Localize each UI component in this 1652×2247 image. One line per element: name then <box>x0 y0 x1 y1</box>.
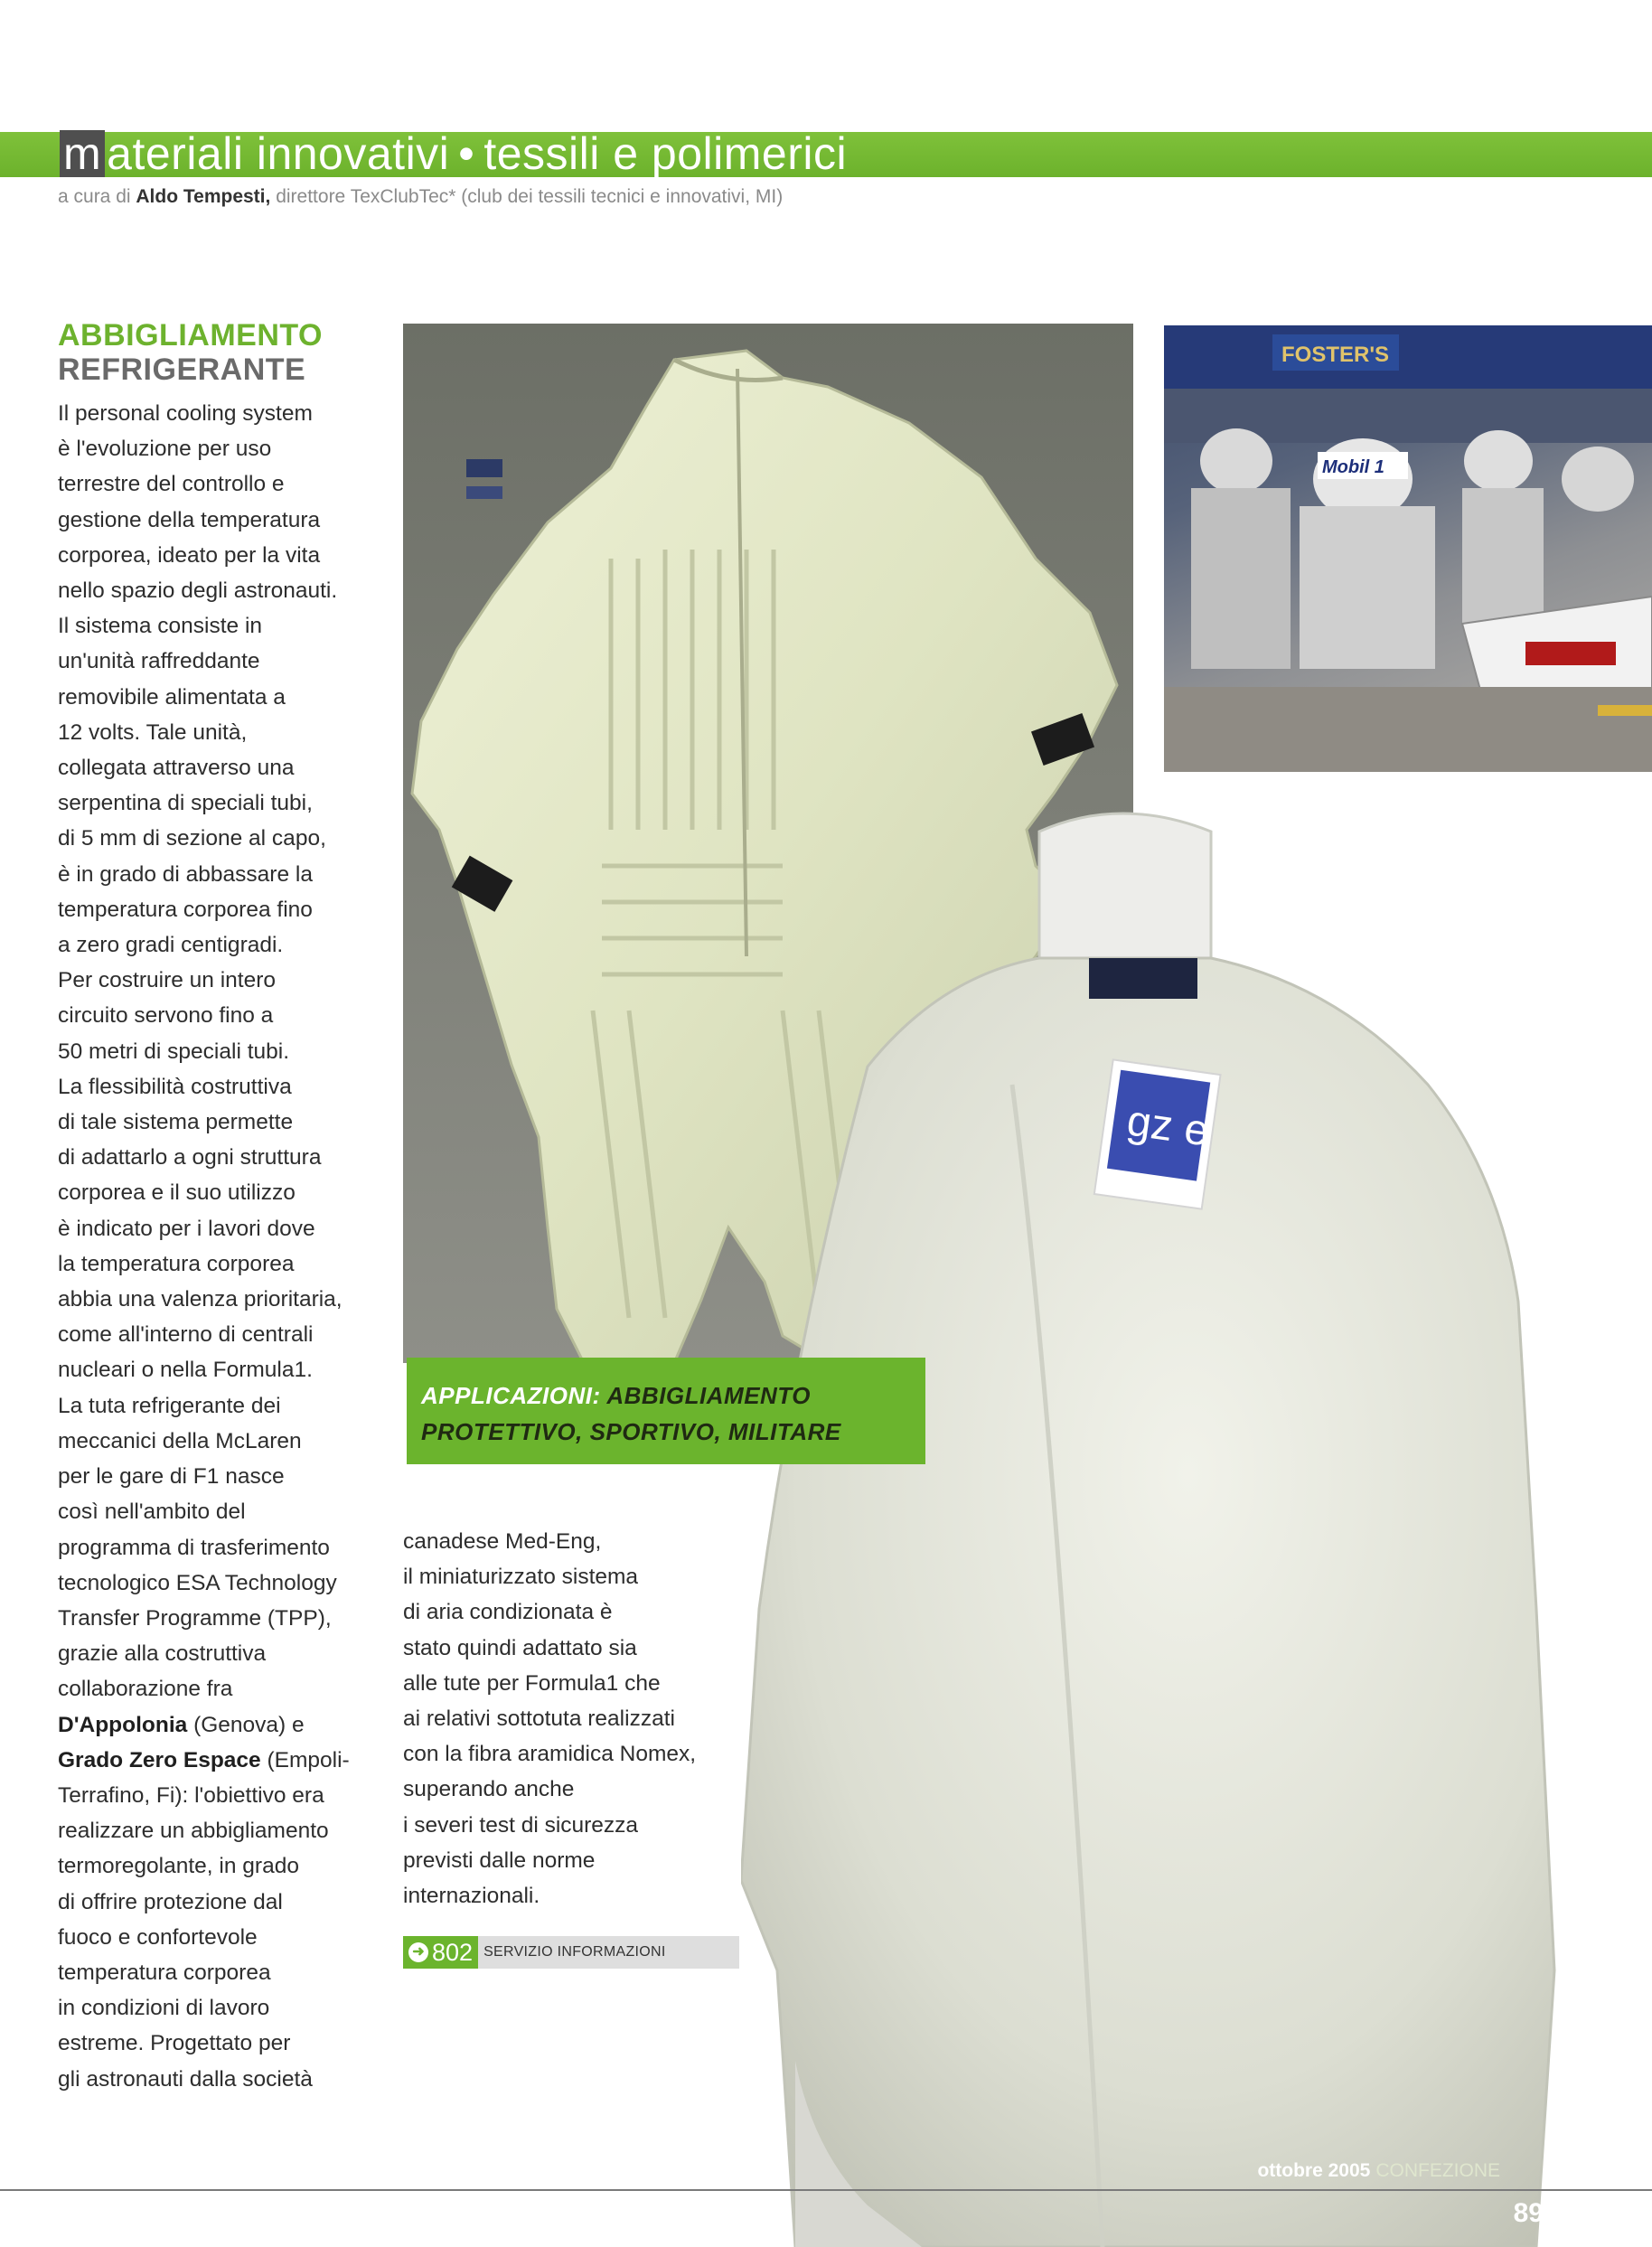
article-line: a zero gradi centigradi. <box>58 933 284 958</box>
article-line: corporea e il suo utilizzo <box>58 1180 296 1206</box>
pit-banner-text: FOSTER'S <box>1281 343 1390 367</box>
article-line: di 5 mm di sezione al capo, <box>58 826 326 851</box>
section-title-second: tessili e polimerici <box>483 128 848 179</box>
article-line: termoregolante, in grado <box>58 1854 299 1879</box>
applications-box <box>407 1358 925 1464</box>
article-line: Il sistema consiste in <box>58 614 263 639</box>
article-line: Terrafino, Fi): l'obiettivo era <box>58 1782 324 1808</box>
article-line: è indicato per i lavori dove <box>58 1216 315 1241</box>
info-number-box <box>403 1936 478 1969</box>
section-title-bullet: • <box>458 128 475 179</box>
article-column-left <box>58 396 401 2097</box>
byline-prefix: a cura di <box>58 186 131 207</box>
article-line: 12 volts. Tale unità, <box>58 719 248 745</box>
article-heading-line1: ABBIGLIAMENTO <box>58 318 323 353</box>
article-line: realizzare un abbigliamento <box>58 1819 329 1844</box>
article-line: abbia una valenza prioritaria, <box>58 1287 343 1312</box>
article-line: terrestre del controllo e <box>58 472 285 497</box>
article-line: è l'evoluzione per uso <box>58 437 272 462</box>
gze-patch-text: gz e <box>1123 1096 1213 1156</box>
byline-author: Aldo Tempesti, <box>136 186 271 207</box>
footer-magazine: CONFEZIONE <box>1375 2160 1500 2181</box>
article-line: Transfer Programme (TPP), <box>58 1605 332 1631</box>
article-line: programma di trasferimento <box>58 1535 330 1560</box>
article-line: La flessibilità costruttiva <box>58 1074 292 1099</box>
article-left-lines-end <box>58 1778 401 2097</box>
article-line: di aria condizionata è <box>403 1600 613 1625</box>
section-title-first: ateriali innovativi <box>107 128 450 179</box>
article-column-middle <box>403 1524 746 1913</box>
info-service-bar[interactable] <box>403 1936 739 1969</box>
arrow-right-icon: ➜ <box>408 1942 428 1962</box>
article-line: i severi test di sicurezza <box>403 1812 639 1838</box>
byline-role: direttore TexClubTec* (club dei tessili tecnici e innovativi, MI) <box>276 186 784 207</box>
company-name-dappolonia: D'Appolonia <box>58 1712 188 1737</box>
pit-stop-photo <box>1164 325 1652 772</box>
article-line: è in grado di abbassare la <box>58 861 313 887</box>
footer-issue <box>1257 2160 1500 2182</box>
applications-label: APPLICAZIONI: <box>421 1382 601 1409</box>
article-left-lines <box>58 396 401 1707</box>
byline <box>58 186 783 208</box>
footer-rule <box>0 2189 1652 2191</box>
article-mid-lines <box>403 1524 746 1913</box>
article-heading-line2: REFRIGERANTE <box>58 353 306 387</box>
applications-value-1: ABBIGLIAMENTO <box>606 1382 811 1409</box>
article-line: previsti dalle norme <box>403 1847 596 1873</box>
article-line: di offrire protezione dal <box>58 1889 283 1914</box>
article-line: ai relativi sottotuta realizzati <box>403 1706 675 1732</box>
article-line: fuoco e confortevole <box>58 1924 258 1950</box>
article-line: nello spazio degli astronauti. <box>58 578 338 604</box>
article-line: in condizioni di lavoro <box>58 1996 270 2021</box>
article-line: collegata attraverso una <box>58 756 295 781</box>
article-line: 50 metri di speciali tubi. <box>58 1039 290 1064</box>
company-name-grado-zero: Grado Zero Espace <box>58 1747 261 1772</box>
info-number: 802 <box>432 1938 474 1966</box>
article-line: di tale sistema permette <box>58 1110 294 1135</box>
article-line: nucleari o nella Formula1. <box>58 1358 313 1383</box>
article-line: tecnologico ESA Technology <box>58 1570 337 1595</box>
article-line: circuito servono fino a <box>58 1003 274 1029</box>
article-line: per le gare di F1 nasce <box>58 1464 285 1490</box>
pit-stop-illustration <box>1164 325 1652 772</box>
article-line: grazie alla costruttiva <box>58 1641 267 1667</box>
footer-date: ottobre 2005 <box>1257 2160 1371 2181</box>
article-line: con la fibra aramidica Nomex, <box>403 1742 697 1767</box>
article-line: gli astronauti dalla società <box>58 2066 313 2092</box>
article-line: La tuta refrigerante dei <box>58 1393 281 1418</box>
pit-sponsor-text: Mobil 1 <box>1322 457 1384 477</box>
article-line-bold-2-rest: (Empoli- <box>260 1747 350 1772</box>
article-line: gestione della temperatura <box>58 507 321 532</box>
article-line: removibile alimentata a <box>58 684 286 710</box>
article-line-bold-2 <box>58 1743 401 1778</box>
article-line: il miniaturizzato sistema <box>403 1565 639 1590</box>
article-line: come all'interno di centrali <box>58 1322 314 1348</box>
article-line: estreme. Progettato per <box>58 2031 291 2056</box>
applications-value-2: PROTETTIVO, SPORTIVO, MILITARE <box>421 1418 841 1445</box>
section-title <box>60 127 847 181</box>
page-number: 89 <box>1513 2198 1544 2228</box>
article-line: alle tute per Formula1 che <box>403 1670 661 1696</box>
applications-line1 <box>421 1377 925 1414</box>
undersuit-illustration <box>741 795 1652 2247</box>
article-line: superando anche <box>403 1777 575 1802</box>
article-line: temperatura corporea fino <box>58 897 313 922</box>
section-title-initial: m <box>60 130 105 177</box>
article-line: stato quindi adattato sia <box>403 1635 637 1660</box>
article-line: Per costruire un intero <box>58 968 277 993</box>
gze-patch <box>1094 1059 1221 1208</box>
article-line: collaborazione fra <box>58 1677 233 1702</box>
article-line: un'unità raffreddante <box>58 649 260 674</box>
undersuit-photo <box>741 795 1652 2247</box>
article-line: serpentina di speciali tubi, <box>58 791 313 816</box>
article-line: canadese Med-Eng, <box>403 1529 602 1554</box>
article-line: internazionali. <box>403 1884 540 1909</box>
article-line: meccanici della McLaren <box>58 1428 302 1453</box>
article-line: la temperatura corporea <box>58 1251 295 1276</box>
article-line: così nell'ambito del <box>58 1500 246 1525</box>
article-line: di adattarlo a ogni struttura <box>58 1145 322 1171</box>
article-line: temperatura corporea <box>58 1960 271 1985</box>
article-line: corporea, ideato per la vita <box>58 542 321 568</box>
article-line: Il personal cooling system <box>58 401 313 426</box>
info-label: SERVIZIO INFORMAZIONI <box>483 1944 666 1960</box>
article-heading <box>58 318 365 387</box>
article-line-bold-1 <box>58 1707 401 1743</box>
article-line-bold-1-rest: (Genova) e <box>187 1712 305 1737</box>
